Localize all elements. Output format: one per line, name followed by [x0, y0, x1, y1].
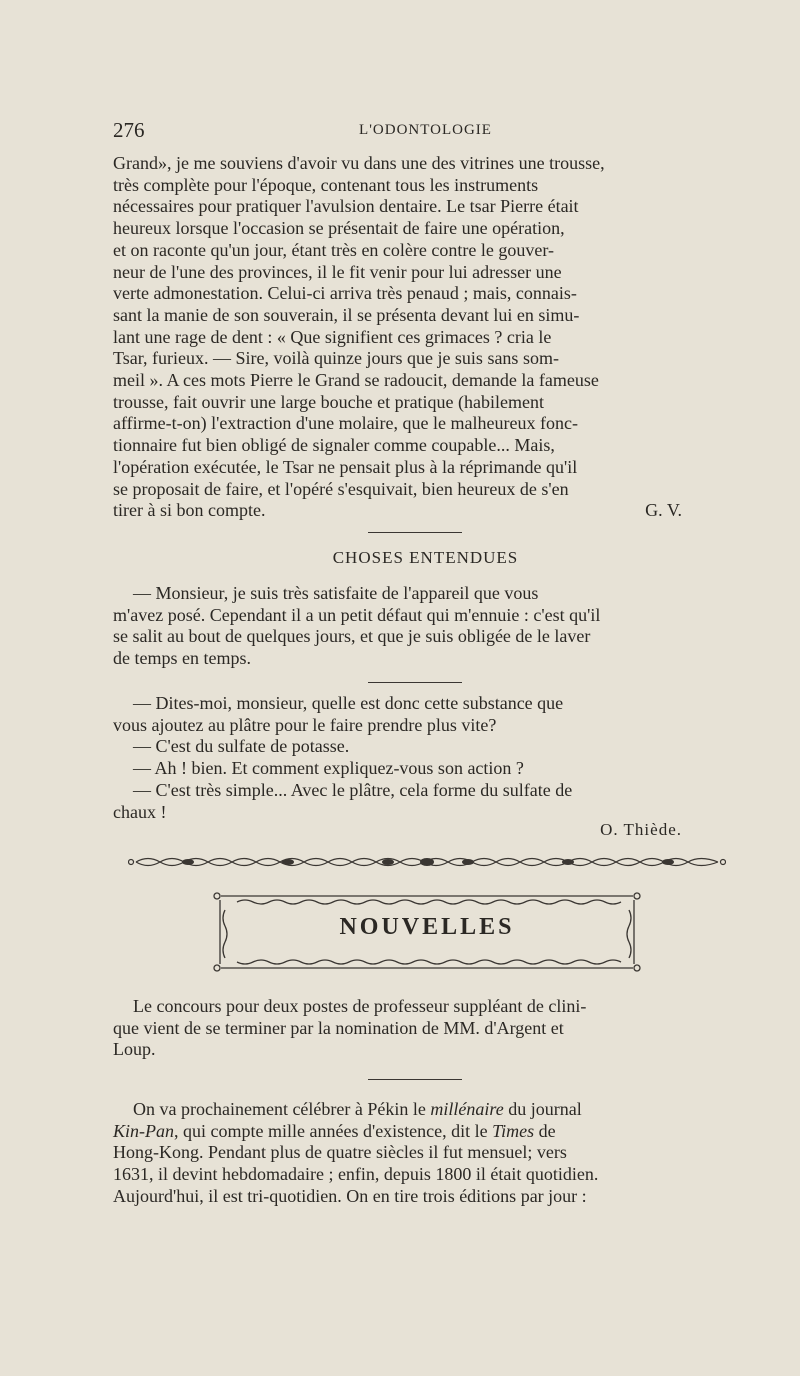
text-line: — Dites-moi, monsieur, quelle est donc cette substance que: [133, 693, 564, 713]
text-line: Loup.: [113, 1039, 156, 1060]
dialogue-appareil: [113, 583, 738, 670]
dialogue-platre: [113, 693, 738, 823]
text-line: que vient de se terminer par la nomination de MM. d'Argent et: [113, 1017, 564, 1038]
text-line: m'avez posé. Cependant il a un petit défaut qui m'ennuie : c'est qu'il: [113, 604, 601, 625]
text-line: chaux !: [113, 801, 167, 822]
text-line: Le concours pour deux postes de professeur suppléant de clini-: [133, 996, 587, 1016]
separator-rule: [368, 1079, 462, 1080]
signature-thiede: O. Thiède.: [600, 820, 682, 839]
section-title-nouvelles: NOUVELLES: [339, 914, 515, 940]
separator-rule: [368, 532, 462, 533]
text-line: vous ajoutez au plâtre pour le faire prendre plus vite?: [113, 714, 497, 735]
running-title: L'ODONTOLOGIE: [359, 122, 492, 138]
text-line: — Monsieur, je suis très satisfaite de l'appareil que vous: [133, 583, 539, 603]
ornamental-divider: [128, 853, 726, 871]
text-line: de temps en temps.: [113, 648, 251, 669]
text-line: On va prochainement célébrer à Pékin le millénaire du journal: [133, 1099, 582, 1119]
text-line: tirer à si bon compte.: [113, 500, 266, 521]
page-number: 276: [113, 118, 145, 142]
text-line: Aujourd'hui, il est tri-quotidien. On en tire trois éditions par jour :: [113, 1185, 587, 1206]
text-line: se proposait de faire, et l'opéré s'esquivait, bien heureux de s'en: [113, 478, 569, 499]
signature-gv: G. V.: [645, 500, 682, 521]
news-kin-pan: [113, 1099, 738, 1208]
text-line: l'opération exécutée, le Tsar ne pensait plus à la réprimande qu'il: [113, 456, 578, 477]
text-line: neur de l'une des provinces, il le fit venir pour lui adresser une: [113, 261, 562, 282]
text-line: — C'est du sulfate de potasse.: [133, 736, 350, 757]
nouvelles-frame: [213, 892, 641, 972]
text-line: Kin-Pan, qui compte mille années d'existence, dit le Times de: [113, 1120, 556, 1141]
text-line: Grand», je me souviens d'avoir vu dans une des vitrines une trousse,: [113, 153, 605, 173]
news-concours: [113, 996, 738, 1061]
text-line: très complète pour l'époque, contenant tous les instruments: [113, 174, 539, 195]
text-line: affirme-t-on) l'extraction d'une molaire, que le malheureux fonc-: [113, 413, 578, 434]
section-title-choses-entendues: CHOSES ENTENDUES: [332, 548, 519, 567]
article-pierre-le-grand: [113, 153, 738, 522]
text-line: Tsar, furieux. — Sire, voilà quinze jours que je suis sans som-: [113, 348, 559, 369]
text-line: nécessaires pour pratiquer l'avulsion dentaire. Le tsar Pierre était: [113, 196, 579, 217]
text-line: Hong-Kong. Pendant plus de quatre siècles il fut mensuel; vers: [113, 1142, 567, 1163]
text-line: heureux lorsque l'occasion se présentait de faire une opération,: [113, 218, 565, 239]
text-line: — C'est très simple... Avec le plâtre, cela forme du sulfate de: [133, 779, 573, 800]
text-line: 1631, il devint hebdomadaire ; enfin, depuis 1800 il était quotidien.: [113, 1164, 599, 1185]
text-line: et on raconte qu'un jour, étant très en colère contre le gouver-: [113, 239, 554, 260]
page-header: [113, 118, 738, 148]
text-line: trousse, fait ouvrir une large bouche et pratique (habilement: [113, 391, 545, 412]
text-line: sant la manie de son souverain, il se présenta devant lui en simu-: [113, 304, 580, 325]
text-line: lant une rage de dent : « Que signifient ces grimaces ? cria le: [113, 326, 552, 347]
separator-rule: [368, 682, 462, 683]
text-line: se salit au bout de quelques jours, et que je suis obligée de le laver: [113, 626, 591, 647]
closing-line: [113, 500, 738, 522]
text-line: meil ». A ces mots Pierre le Grand se radoucit, demande la fameuse: [113, 370, 599, 391]
text-line: — Ah ! bien. Et comment expliquez-vous son action ?: [133, 758, 524, 779]
text-line: verte admonestation. Celui-ci arriva très penaud ; mais, connais-: [113, 283, 577, 304]
text-line: tionnaire fut bien obligé de signaler comme coupable... Mais,: [113, 435, 555, 456]
